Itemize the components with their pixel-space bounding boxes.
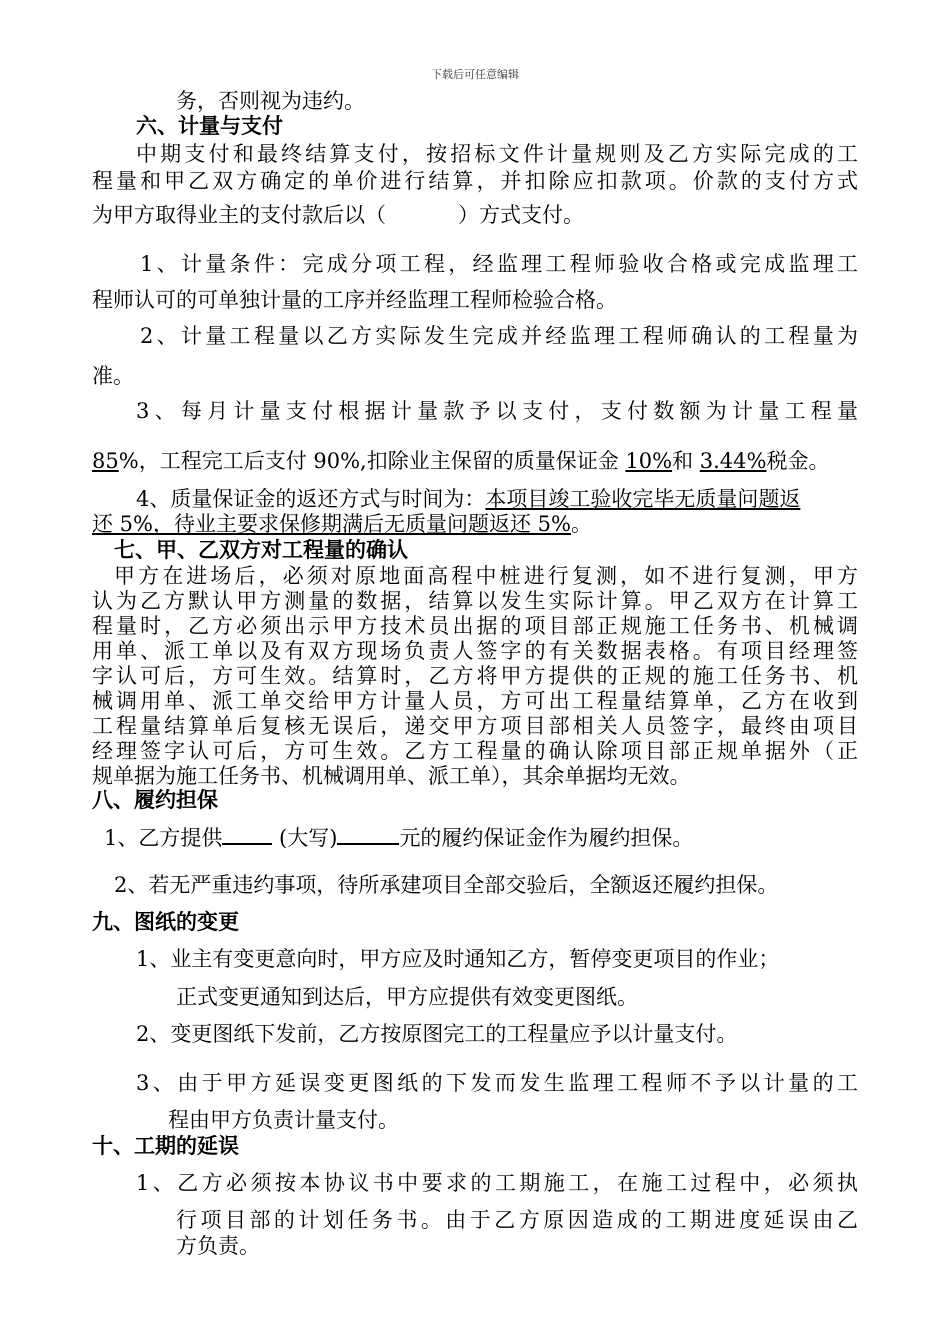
amount-blank: [222, 825, 272, 845]
text-line: 3、每月计量支付根据计量款予以支付，支付数额为计量工程量: [136, 399, 858, 423]
text-line: 1、业主有变更意向时，甲方应及时通知乙方，暂停变更项目的作业；: [136, 947, 780, 971]
text-line: 为甲方取得业主的支付款后以（ ）方式支付。: [92, 203, 584, 227]
text-line: 字认可后，方可生效。结算时，乙方将甲方提供的正规的施工任务书、机: [92, 664, 858, 688]
section-heading-9: 九、图纸的变更: [92, 910, 239, 934]
text-line: 程量和甲乙双方确定的单价进行结算，并扣除应扣款项。价款的支付方式: [92, 169, 858, 193]
amount-words-blank: [337, 825, 399, 845]
text-line: 中期支付和最终结算支付，按招标文件计量规则及乙方实际完成的工: [136, 142, 858, 166]
text-line: 程师认可的可单独计量的工序并经监理工程师检验合格。: [92, 288, 617, 312]
text-line: 正式变更通知到达后，甲方应提供有效变更图纸。: [176, 985, 638, 1009]
text-line: 还 5%，待业主要求保修期满后无质量问题返还 5%。: [92, 512, 592, 536]
text-line: 85%，工程完工后支付 90%,扣除业主保留的质量保证金 10%和 3.44%税金。: [92, 449, 830, 473]
text-line: 程由甲方负责计量支付。: [168, 1108, 399, 1132]
text-line: 2、计量工程量以乙方实际发生完成并经监理工程师确认的工程量为: [140, 324, 858, 348]
text-line: 2、变更图纸下发前，乙方按原图完工的工程量应予以计量支付。: [136, 1022, 738, 1046]
text-line: 4、质量保证金的返还方式与时间为：本项目竣工验收完毕无质量问题返: [136, 487, 801, 511]
text-line: 甲方在进场后，必须对原地面高程中桩进行复测，如不进行复测，甲方: [114, 564, 858, 588]
text-line: 1、乙方必须按本协议书中要求的工期施工，在施工过程中，必须执: [136, 1171, 858, 1195]
text-line: 1、计量条件：完成分项工程，经监理工程师验收合格或完成监理工: [140, 252, 858, 276]
section-heading-6: 六、计量与支付: [136, 114, 283, 138]
text-line: 认为乙方默认甲方测量的数据，结算以发生实际计算。甲乙双方在计算工: [92, 589, 858, 613]
text-line: 1、乙方提供 (大写) 元的履约保证金作为履约担保。: [104, 826, 694, 850]
text-line: 规单据为施工任务书、机械调用单、派工单），其余单据均无效。: [92, 764, 691, 788]
text-line: 3、由于甲方延误变更图纸的下发而发生监理工程师不予以计量的工: [136, 1071, 858, 1095]
text-line: 械调用单、派工单交给甲方计量人员，方可出工程量结算单，乙方在收到: [92, 689, 858, 713]
section-heading-7: 七、甲、乙双方对工程量的确认: [114, 538, 408, 562]
text-line: 务，否则视为违约。: [176, 89, 365, 113]
section-heading-10: 十、工期的延误: [92, 1134, 239, 1158]
text-line: 用单、派工单以及有双方现场负责人签字的有关数据表格。有项目经理签: [92, 639, 858, 663]
text-line: 行项目部的计划任务书。由于乙方原因造成的工期进度延误由乙: [176, 1208, 858, 1232]
text-line: 方负责。: [176, 1234, 260, 1258]
text-line: 经理签字认可后，方可生效。乙方工程量的确认除项目部正规单据外（正: [92, 739, 858, 763]
section-heading-8: 八、履约担保: [92, 788, 218, 812]
text-line: 工程量结算单后复核无误后，递交甲方项目部相关人员签字，最终由项目: [92, 714, 858, 738]
page-header: 下载后可任意编辑: [431, 68, 519, 81]
text-line: 程量时，乙方必须出示甲方技术员出据的项目部正规施工任务书、机械调: [92, 614, 858, 638]
text-line: 2、若无严重违约事项，待所承建项目全部交验后，全额返还履约担保。: [114, 873, 779, 897]
text-line: 准。: [92, 364, 134, 388]
